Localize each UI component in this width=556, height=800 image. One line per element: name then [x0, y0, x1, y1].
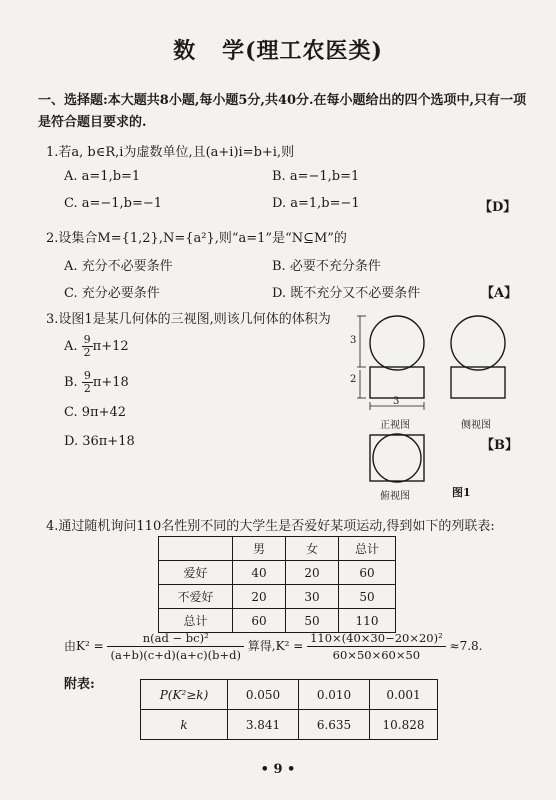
table-cell: 40: [233, 561, 286, 585]
formula-fraction: [107, 630, 243, 663]
table-cell: 0.010: [299, 680, 370, 710]
label-top-view: 俯视图: [380, 491, 410, 502]
table-row: [159, 561, 396, 585]
q3-option-a: [64, 334, 129, 359]
question-3-stem: 3.设图1是某几何体的三视图,则该几何体的体积为: [46, 312, 331, 327]
q3-option-b-tail: π+18: [92, 375, 129, 390]
label-front-view: 正视图: [380, 420, 410, 431]
table-cell: 20: [286, 561, 339, 585]
top-view-square: [370, 435, 424, 481]
table-cell: 10.828: [370, 710, 438, 740]
formula-numerator: n(ad − bc)²: [107, 630, 243, 647]
q2-option-d: D. 既不充分又不必要条件: [272, 286, 421, 301]
formula-value-numerator: 110×(40×30−20×20)²: [307, 630, 446, 647]
chi-square-formula: [64, 630, 482, 663]
formula-tail: ≈7.8.: [449, 639, 483, 653]
table-cell: k: [141, 710, 228, 740]
q3-option-b-label: B.: [64, 375, 78, 390]
table-header-cell: 男: [233, 537, 286, 561]
dim-height-bottom: 2: [350, 374, 357, 385]
q1-option-d: D. a=1,b=−1: [272, 196, 360, 211]
table-header-row: [159, 537, 396, 561]
table-cell: 60: [233, 609, 286, 633]
table-header-cell: [159, 537, 233, 561]
q3-option-a-tail: π+12: [92, 339, 129, 354]
q1-answer: 【D】: [479, 200, 517, 215]
question-2-stem: 2.设集合M={1,2},N={a²},则“a=1”是“N⊆M”的: [46, 231, 347, 246]
table-cell: P(K²≥k): [141, 680, 228, 710]
formula-denominator: (a+b)(c+d)(a+c)(b+d): [110, 648, 241, 662]
table-cell: 3.841: [228, 710, 299, 740]
table-cell: 50: [286, 609, 339, 633]
formula-value-fraction: [307, 630, 446, 663]
formula-value-denominator: 60×50×60×50: [332, 648, 421, 662]
label-side-view: 侧视图: [461, 420, 491, 431]
formula-middle: 算得,K² =: [247, 639, 304, 653]
table-cell: 50: [339, 585, 396, 609]
table-header-cell: 女: [286, 537, 339, 561]
q3-option-b-denominator: 2: [83, 382, 91, 395]
table-cell: 110: [339, 609, 396, 633]
q1-option-c: C. a=−1,b=−1: [64, 196, 163, 211]
front-view-circle: [370, 316, 424, 370]
section-heading: 一、选择题:本大题共8小题,每小题5分,共40分.在每小题给出的四个选项中,只有一项是符合题目要求的.: [38, 93, 527, 130]
table-cell: 60: [339, 561, 396, 585]
table-cell: 总计: [159, 609, 233, 633]
table-cell: 20: [233, 585, 286, 609]
table-row: [159, 585, 396, 609]
page-title: 数 学(理工农医类): [173, 38, 383, 64]
table-row: [159, 609, 396, 633]
bleed-through-text: [40, 6, 359, 22]
appendix-label: 附表:: [64, 677, 95, 692]
q1-option-a: A. a=1,b=1: [64, 169, 141, 184]
contingency-table: [158, 536, 396, 633]
table-cell: 0.050: [228, 680, 299, 710]
table-header-cell: 总计: [339, 537, 396, 561]
top-view-circle: [373, 434, 421, 482]
q3-option-a-label: A.: [64, 339, 78, 354]
q3-option-b-numerator: 9: [83, 369, 91, 382]
table-cell: 30: [286, 585, 339, 609]
q3-option-a-fraction: [82, 334, 93, 359]
q3-option-d: D. 36π+18: [64, 434, 135, 449]
dim-width: 3: [393, 396, 400, 407]
q3-option-a-denominator: 2: [83, 346, 91, 359]
q1-option-b: B. a=−1,b=1: [272, 169, 360, 184]
table-cell: 爱好: [159, 561, 233, 585]
figure-caption: 图1: [452, 486, 471, 499]
q3-option-b: [64, 370, 129, 395]
q3-option-b-fraction: [82, 370, 93, 395]
q2-answer: 【A】: [481, 286, 518, 301]
q2-option-a: A. 充分不必要条件: [64, 259, 173, 274]
question-1-stem: 1.若a, b∈R,i为虚数单位,且(a+i)i=b+i,则: [46, 145, 295, 160]
question-4-stem: 4.通过随机询问110名性别不同的大学生是否爱好某项运动,得到如下的列联表:: [46, 519, 495, 534]
side-view-circle: [451, 316, 505, 370]
q2-option-b: B. 必要不充分条件: [272, 259, 381, 274]
front-view-rect: [370, 367, 424, 398]
table-row: [141, 680, 438, 710]
page-number: • 9 •: [260, 762, 296, 777]
q3-option-a-numerator: 9: [83, 333, 91, 346]
table-cell: 不爱好: [159, 585, 233, 609]
three-view-figure: [352, 308, 512, 498]
side-view-rect: [451, 367, 505, 398]
table-cell: 6.635: [299, 710, 370, 740]
formula-prefix: 由K² =: [64, 639, 104, 653]
q2-option-c: C. 充分必要条件: [64, 286, 160, 301]
table-row: [141, 710, 438, 740]
critical-value-table: [140, 679, 438, 740]
table-cell: 0.001: [370, 680, 438, 710]
dim-height-top: 3: [350, 335, 357, 346]
q3-option-c: C. 9π+42: [64, 405, 126, 420]
q3-answer: 【B】: [481, 438, 518, 453]
